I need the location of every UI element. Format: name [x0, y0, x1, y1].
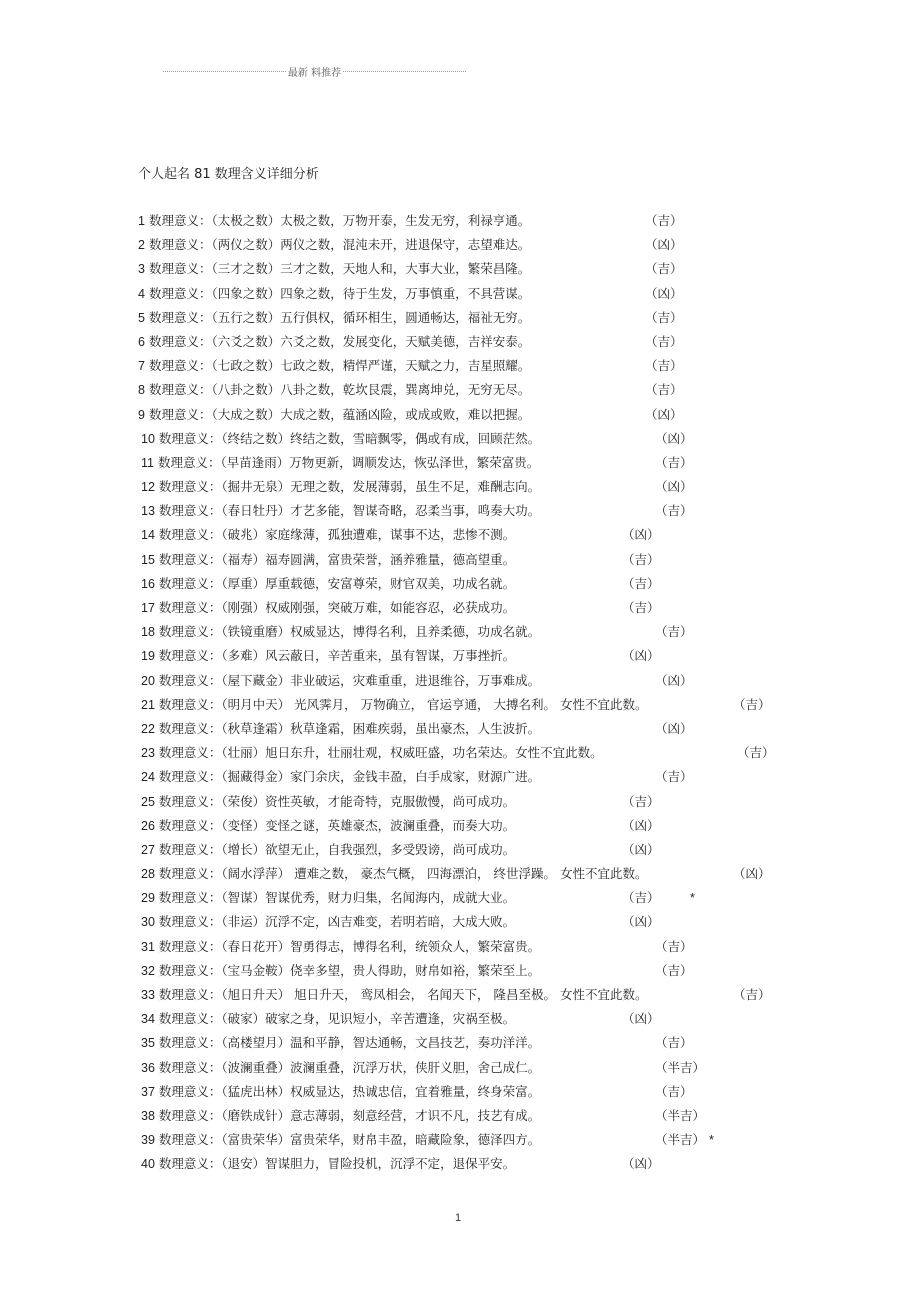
entry-text: 数理意义：（两仪之数）两仪之数，混沌未开，进退保守，志望难达。 — [148, 237, 531, 253]
entry-number: 9 — [138, 407, 145, 422]
entry-text: 数理意义：（掘藏得金）家门余庆，金钱丰盈，白手成家，财源广进。 — [158, 769, 541, 785]
entry-luck: （凶） — [655, 430, 693, 446]
entry-number: 12 — [141, 480, 155, 495]
entry-line — [0, 427, 920, 451]
entry-number: 20 — [141, 673, 155, 688]
entry-line — [0, 620, 920, 644]
entry-number: 18 — [141, 625, 155, 640]
entry-text: 数理意义：（磨铁成针）意志薄弱，刻意经营，才识不凡，技艺有成。 — [158, 1107, 541, 1123]
entry-number: 21 — [141, 697, 155, 712]
entry-luck: （吉） — [622, 551, 660, 567]
entry-line — [0, 1104, 920, 1128]
entry-number: 17 — [141, 601, 155, 615]
entry-body — [141, 717, 540, 741]
entry-text: 数理意义：（荣俊）资性英敏，才能奇特，克服傲慢，尚可成功。 — [158, 793, 516, 809]
entry-text: 数理意义：（变怪）变怪之谜，英雄豪杰，波澜重叠，而奏大功。 — [158, 817, 516, 833]
entry-line — [0, 814, 920, 838]
entry-number: 6 — [138, 334, 145, 349]
entry-text: 数理意义：（增长）欲望无止，自我强烈，多受毁谤，尚可成功。 — [158, 841, 516, 857]
entry-line — [0, 596, 920, 620]
entry-body — [138, 282, 530, 306]
document-title: 个人起名 81 数理含义详细分析 — [138, 167, 319, 182]
entry-text: 数理意义：（太极之数）太极之数，万物开泰，生发无穷，利禄亨通。 — [148, 213, 531, 228]
entry-body — [141, 983, 648, 1007]
entry-number: 28 — [141, 867, 155, 882]
entry-line — [0, 499, 920, 523]
entry-line — [0, 1031, 920, 1055]
entry-body — [141, 814, 515, 838]
entry-line — [0, 838, 920, 862]
entry-line — [0, 741, 920, 765]
entry-body — [141, 910, 515, 934]
entry-luck: （吉） — [655, 769, 693, 785]
entry-luck: （吉） — [655, 938, 693, 954]
entry-number: 39 — [141, 1133, 155, 1148]
entry-body — [141, 572, 515, 596]
entry-body — [141, 935, 540, 959]
entry-line — [0, 354, 920, 378]
entry-number: 2 — [138, 238, 145, 253]
entry-text: 数理意义：（大成之数）大成之数，蕴涵凶险，或成或败，难以把握。 — [148, 406, 531, 422]
entry-line — [0, 935, 920, 959]
entry-text: 数理意义：（智谋）智谋优秀，财力归集，名闻海内，成就大业。 — [158, 890, 516, 906]
entry-luck: （凶） — [622, 1011, 660, 1027]
entry-luck: （吉） — [655, 962, 693, 978]
entry-body — [141, 523, 515, 547]
entry-number: 23 — [141, 746, 155, 761]
entry-number: 32 — [141, 963, 155, 978]
entry-text: 数理意义：（明月中天） 光风霁月， 万物确立， 官运亨通， 大搏名利。 女性不宜此数。 — [158, 696, 648, 712]
entry-line — [0, 910, 920, 934]
entry-luck: （吉） — [655, 624, 693, 640]
entry-number: 22 — [141, 721, 155, 736]
entry-line — [0, 330, 920, 354]
entry-luck: （凶） — [733, 866, 771, 882]
entry-luck: （吉） — [655, 1035, 693, 1051]
entry-text: 数理意义：（旭日升天） 旭日升天， 鸾凤相会， 名闻天下， 隆昌至极。 女性不宜此数。 — [158, 987, 648, 1002]
entry-luck: （凶） — [645, 237, 683, 253]
entry-number: 34 — [141, 1012, 155, 1027]
entry-body — [138, 209, 530, 233]
entry-line — [0, 451, 920, 475]
entry-body — [141, 427, 540, 451]
entry-line — [0, 1007, 920, 1031]
entry-body — [141, 790, 515, 814]
entry-star-mark: * — [690, 891, 695, 906]
entry-text: 数理意义：（波澜重叠）波澜重叠，沉浮万状，侠肝义胆，舍己成仁。 — [158, 1059, 541, 1075]
entry-number: 25 — [141, 794, 155, 809]
entry-line — [0, 1152, 920, 1176]
entry-luck: （吉） — [655, 503, 693, 519]
entry-luck: （凶） — [622, 914, 660, 930]
entry-line — [0, 548, 920, 572]
entry-text: 数理意义：（破兆）家庭缘薄，孤独遭难，谋事不达，悲惨不测。 — [158, 527, 516, 543]
entry-luck: （吉） — [737, 745, 775, 761]
entry-body — [141, 959, 540, 983]
entry-line — [0, 572, 920, 596]
entry-text: 数理意义：（春日牡丹）才艺多能，智谋奇略，忍柔当事，鸣奏大功。 — [158, 503, 541, 519]
entry-line — [0, 790, 920, 814]
entry-luck: （凶） — [622, 648, 660, 664]
entry-luck: （吉） — [622, 890, 660, 906]
entry-text: 数理意义：（六爻之数）六爻之数，发展变化，天赋美德，吉祥安泰。 — [148, 333, 531, 349]
entry-number: 5 — [138, 310, 145, 325]
entry-line — [0, 644, 920, 668]
entry-luck: （凶） — [645, 285, 683, 301]
entry-luck: （凶） — [622, 841, 660, 857]
entry-body — [138, 330, 530, 354]
entry-text: 数理意义：（猛虎出林）权威显达，热诚忠信，宜着雅量，终身荣富。 — [158, 1083, 541, 1099]
entry-luck: （半吉） — [655, 1132, 706, 1148]
entry-text: 数理意义：（铁镜重磨）权威显达，博得名利，且养柔德，功成名就。 — [158, 624, 541, 640]
entry-body — [138, 403, 530, 427]
entry-text: 数理意义：（刚强）权威刚强，突破万难，如能容忍，必获成功。 — [158, 600, 516, 615]
entry-line — [0, 378, 920, 402]
entry-luck: （吉） — [733, 696, 771, 712]
entry-number: 14 — [141, 528, 155, 543]
entry-number: 31 — [141, 939, 155, 954]
entry-body — [141, 620, 540, 644]
entry-line — [0, 209, 920, 233]
entry-number: 19 — [141, 649, 155, 664]
entry-text: 数理意义：（福寿）福寿圆满，富贵荣誉，涵养雅量，德高望重。 — [158, 551, 516, 567]
entry-line — [0, 475, 920, 499]
entry-number: 27 — [141, 842, 155, 857]
entry-text: 数理意义：（早苗逢雨）万物更新，调顺发达，恢弘泽世，繁荣富贵。 — [157, 454, 540, 470]
entry-body — [138, 306, 530, 330]
entry-luck: （吉） — [622, 600, 660, 615]
entry-line — [0, 282, 920, 306]
entry-text: 数理意义：（高楼望月）温和平静，智达通畅，文昌技艺，奏功洋洋。 — [158, 1035, 541, 1051]
entry-number: 10 — [141, 431, 155, 446]
entry-number: 30 — [141, 915, 155, 930]
entry-line — [0, 669, 920, 693]
entry-text: 数理意义：（非运）沉浮不定，凶吉难变，若明若暗，大成大败。 — [158, 914, 516, 930]
entry-luck: （吉） — [655, 454, 693, 470]
entry-text: 数理意义：（三才之数）三才之数，天地人和，大事大业，繁荣昌隆。 — [148, 261, 531, 277]
entry-number: 13 — [141, 504, 155, 519]
entry-text: 数理意义：（七政之数）七政之数，精悍严谨，天赋之力，吉星照耀。 — [148, 358, 531, 374]
entry-luck: （吉） — [655, 1083, 693, 1099]
entry-line — [0, 257, 920, 281]
entry-list — [0, 209, 920, 1177]
entry-number: 36 — [141, 1060, 155, 1075]
entry-number: 26 — [141, 818, 155, 833]
entry-line — [0, 717, 920, 741]
entry-text: 数理意义：（富贵荣华）富贵荣华，财帛丰盈，暗藏险象，德泽四方。 — [158, 1132, 541, 1148]
entry-number: 40 — [141, 1157, 155, 1172]
entry-body — [141, 741, 603, 765]
entry-luck: （凶） — [622, 1156, 660, 1172]
entry-luck: （吉） — [645, 213, 683, 228]
entry-luck: （凶） — [655, 720, 693, 736]
entry-body — [141, 1031, 540, 1055]
entry-body — [141, 838, 515, 862]
entry-luck: （吉） — [645, 358, 683, 374]
entry-body — [141, 451, 539, 475]
entry-body — [141, 548, 515, 572]
entry-body — [138, 257, 530, 281]
entry-body — [141, 1007, 515, 1031]
entry-luck: （吉） — [645, 382, 683, 398]
entry-body — [141, 1104, 540, 1128]
entry-luck: （凶） — [655, 479, 693, 495]
entry-line — [0, 233, 920, 257]
entry-number: 35 — [141, 1036, 155, 1051]
entry-line — [0, 1128, 920, 1152]
entry-body — [141, 765, 540, 789]
entry-text: 数理意义：（破家）破家之身，见识短小，辛苦遭逢，灾祸至极。 — [158, 1011, 516, 1027]
entry-number: 7 — [138, 359, 145, 374]
entry-line — [0, 1080, 920, 1104]
entry-text: 数理意义：（春日花开）智勇得志，博得名利，统领众人，繁荣富贵。 — [158, 938, 541, 954]
entry-line — [0, 693, 920, 717]
header-text: 最新 料推荐 — [287, 68, 342, 79]
entry-luck: （吉） — [645, 333, 683, 349]
entry-line — [0, 403, 920, 427]
entry-star-mark: * — [709, 1133, 714, 1148]
entry-number: 37 — [141, 1084, 155, 1099]
entry-luck: （凶） — [622, 527, 660, 543]
entry-luck: （吉） — [645, 261, 683, 277]
entry-body — [141, 1080, 540, 1104]
entry-line — [0, 523, 920, 547]
entry-line — [0, 959, 920, 983]
entry-luck: （吉） — [622, 575, 660, 591]
entry-line — [0, 862, 920, 886]
entry-text: 数理意义：（壮丽）旭日东升，壮丽壮观，权威旺盛，功名荣达。女性不宜此数。 — [158, 745, 603, 761]
entry-body — [141, 596, 515, 620]
entry-text: 数理意义：（秋草逢霜）秋草逢霜，困难疾弱，虽出豪杰，人生波折。 — [158, 720, 541, 736]
entry-luck: （吉） — [645, 309, 683, 325]
entry-body — [141, 1152, 515, 1176]
entry-luck: （半吉） — [655, 1059, 706, 1075]
entry-body — [141, 862, 648, 886]
entry-body — [141, 475, 540, 499]
header-dotted-rule-right — [343, 71, 466, 72]
entry-text: 数理意义：（终结之数）终结之数，雪暗飘零，偶或有成，回顾茫然。 — [158, 430, 541, 446]
entry-body — [141, 1056, 540, 1080]
entry-text: 数理意义：（八卦之数）八卦之数，乾坎艮震，巽离坤兑，无穷无尽。 — [148, 382, 531, 398]
entry-text: 数理意义：（宝马金鞍）侥幸多望，贵人得助，财帛如裕，繁荣至上。 — [158, 962, 541, 978]
entry-luck: （吉） — [733, 987, 771, 1002]
entry-text: 数理意义：（退安）智谋胆力，冒险投机，沉浮不定，退保平安。 — [158, 1156, 516, 1172]
entry-line — [0, 306, 920, 330]
entry-line — [0, 765, 920, 789]
entry-number: 15 — [141, 552, 155, 567]
entry-text: 数理意义：（掘井无泉）无理之数，发展薄弱，虽生不足，难酬志向。 — [158, 479, 541, 495]
entry-text: 数理意义：（四象之数）四象之数，待于生发，万事慎重，不具营谋。 — [148, 285, 531, 301]
entry-body — [141, 886, 515, 910]
entry-text: 数理意义：（屋下藏金）非业破运，灾难重重，进退维谷，万事难成。 — [158, 672, 541, 688]
entry-luck: （凶） — [645, 406, 683, 422]
entry-body — [141, 693, 648, 717]
entry-body — [141, 499, 540, 523]
entry-body — [141, 1128, 540, 1152]
entry-luck: （吉） — [622, 793, 660, 809]
entry-body — [141, 669, 540, 693]
entry-number: 16 — [141, 576, 155, 591]
entry-number: 1 — [138, 214, 145, 228]
entry-luck: （半吉） — [655, 1107, 706, 1123]
entry-number: 8 — [138, 383, 145, 398]
entry-number: 4 — [138, 286, 145, 301]
entry-text: 数理意义：（阔水浮萍） 遭难之数， 豪杰气概， 四海漂泊， 终世浮躁。 女性不宜此数。 — [158, 866, 648, 882]
entry-body — [138, 378, 530, 402]
entry-text: 数理意义：（五行之数）五行俱权，循环相生，圆通畅达，福祉无穷。 — [148, 309, 531, 325]
page-header — [163, 64, 466, 79]
entry-number: 33 — [141, 988, 155, 1002]
entry-number: 38 — [141, 1108, 155, 1123]
entry-number: 29 — [141, 891, 155, 906]
entry-number: 11 — [141, 455, 154, 470]
page-number: 1 — [455, 1212, 462, 1224]
header-dotted-rule-left — [163, 71, 286, 72]
entry-text: 数理意义：（多难）风云蔽日，辛苦重来，虽有智谋，万事挫折。 — [158, 648, 516, 664]
entry-number: 3 — [138, 262, 145, 277]
entry-luck: （凶） — [655, 672, 693, 688]
entry-line — [0, 1056, 920, 1080]
entry-line — [0, 886, 920, 910]
entry-luck: （凶） — [622, 817, 660, 833]
entry-line — [0, 983, 920, 1007]
entry-body — [138, 233, 530, 257]
entry-text: 数理意义：（厚重）厚重载德，安富尊荣，财官双美，功成名就。 — [158, 575, 516, 591]
entry-body — [141, 644, 515, 668]
entry-body — [138, 354, 530, 378]
entry-number: 24 — [141, 770, 155, 785]
